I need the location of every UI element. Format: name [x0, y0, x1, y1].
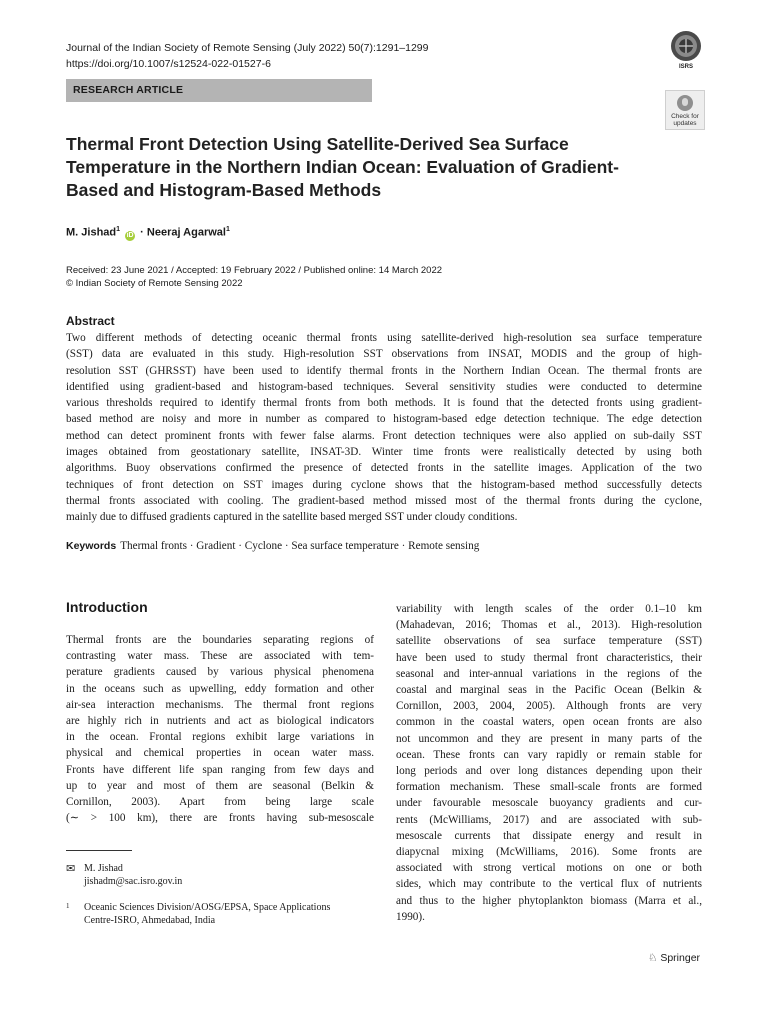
body-line: not uncommon and they are present in many parts of the [396, 732, 702, 745]
affiliation-line: Centre-ISRO, Ahmedabad, India [84, 915, 216, 926]
abstract-line: thermal fronts associated with cooling. The gradient-based method missed most of the thermal fronts during the cyclone, [66, 494, 702, 507]
body-line: up to year and most of them are seasonal (Belkin & [66, 779, 374, 792]
abstract-line: images obtained from geostationary satellite, INSAT-3D. Winter time fronts were realistically detected by using both [66, 446, 702, 459]
body-line: and thus to the higher phytoplankton biomass (Marra et al., [396, 894, 702, 907]
body-line: Cornillon, 2003, 2004, 2005). Although fronts are very [396, 700, 702, 713]
abstract-line: based method are noisy and more in number as compared to histogram-based edge detection technique. The edge detection [66, 413, 702, 426]
footnote-divider [66, 850, 132, 851]
check-updates-line2: updates [673, 120, 697, 127]
society-seal-logo [668, 30, 704, 70]
body-line: ocean. These fronts can vary rapidly or remain stable for [396, 748, 702, 761]
affiliation-line: Oceanic Sciences Division/AOSG/EPSA, Space Applications [84, 902, 331, 913]
seal-label: ISRS [678, 64, 694, 70]
doi-link[interactable]: https://doi.org/10.1007/s12524-022-01527-6 [66, 58, 271, 70]
affiliation-block [84, 901, 330, 927]
journal-citation: Journal of the Indian Society of Remote Sensing (July 2022) 50(7):1291–1299 [66, 42, 429, 54]
body-line: under favourable mesoscale buoyancy gradients and cur- [396, 797, 702, 810]
body-line: 1990). [396, 910, 425, 923]
abstract-line: identified using gradient-based and histogram-based techniques. Several sensitivity studies were conducted to determine [66, 380, 702, 393]
check-updates-icon [677, 95, 693, 111]
springer-horse-icon: ♘ [648, 952, 658, 964]
body-line: variability with length scales of the order 0.1–10 km [396, 603, 702, 615]
abstract-line: mainly due to diffused gradients captured in the satellite based merged SST under cloudy conditions. [66, 511, 518, 524]
publication-dates [66, 264, 442, 290]
abstract-line: techniques of front detection on SST images during cyclone shows that the histogram-based method successfully detects [66, 478, 702, 491]
keywords-label: Keywords [66, 540, 117, 552]
body-line: mesoscale currents that dissipate energy and result in [396, 829, 702, 842]
envelope-icon: ✉ [66, 863, 76, 875]
correspondence-name: M. Jishad [84, 863, 123, 874]
abstract-line: method can detect prominent fronts with fewer false alarms. Front detection techniques were also applied on sub-daily SST [66, 429, 702, 442]
body-line: air-sea interaction mechanisms. The thermal front regions [66, 698, 374, 711]
body-line: Fronts have different life span ranging from few days and [66, 763, 374, 776]
author-list [66, 226, 230, 241]
body-line: sides, which may contribute to the vertical flux of nutrients [396, 878, 702, 891]
body-line: (∼ > 100 km), there are fronts having sub-mesoscale [66, 812, 374, 825]
body-line: rents (McWilliams, 2017) and are associated with sub- [396, 813, 702, 826]
affiliation-number: 1 [66, 902, 70, 910]
body-line: perature gradients caused by various physical phenomena [66, 666, 374, 679]
keywords-list: Thermal fronts · Gradient · Cyclone · Sea surface temperature · Remote sensing [120, 540, 480, 552]
affiliation-marker: 1 [116, 226, 121, 233]
journal-header [66, 40, 428, 72]
affiliation-marker: 1 [225, 226, 230, 233]
body-line: are highly rich in nutrients and act as biological indicators [66, 715, 374, 728]
check-updates-line1: Check for [671, 113, 699, 120]
publisher-name: Springer [660, 952, 701, 964]
body-line: contrasting water mass. These are associated with tem- [66, 650, 374, 663]
author-name[interactable]: Neeraj Agarwal [146, 226, 226, 239]
correspondence-email[interactable]: jishadm@sac.isro.gov.in [84, 876, 183, 887]
body-line: in the oceans such as upwelling, eddy formation and other [66, 682, 374, 695]
abstract-line: (SST) data are evaluated in this study. High-resolution SST observations from INSAT, MODIS and the group of high- [66, 348, 702, 361]
copyright-line: © Indian Society of Remote Sensing 2022 [66, 278, 243, 289]
abstract-line: algorithms. Buoy observations confirmed the presence of detected fronts in the satellite images. Application of the two [66, 462, 702, 475]
body-line: coastal and marginal seas in the Pacific Ocean (Belkin & [396, 684, 702, 697]
body-line: (Mahadevan, 2016; Thomas et al., 2013). High-resolution [396, 619, 702, 632]
author-separator: · [140, 226, 144, 239]
body-line: seasonal and inter-annual variations in the regions of the [396, 667, 702, 680]
abstract-body [66, 330, 702, 526]
check-for-updates-button[interactable] [665, 90, 705, 130]
article-title: Thermal Front Detection Using Satellite-Derived Sea Surface Temperature in the Northern Indian Ocean: Evaluation of Gradient-Based and Histogram-Based Methods [66, 134, 619, 200]
abstract-line: resolution SST (GHRSST) have been used to identify thermal fronts in the Northern Indian Ocean. The thermal fronts are [66, 364, 702, 377]
abstract-line: Two different methods of detecting oceanic thermal fronts using satellite-derived high-resolution sea surface temperature [66, 332, 702, 344]
body-line: associated with strong vertical motions on one or both [396, 862, 702, 875]
body-line: satellite observations of sea surface temperature (SST) [396, 635, 702, 648]
left-column-text [66, 632, 374, 826]
author-name[interactable]: M. Jishad [66, 226, 117, 239]
body-line: formation mechanism. These small-scale fronts are formed [396, 781, 702, 794]
body-line: in the ocean. Frontal regions exhibit large variations in [66, 731, 374, 744]
orcid-icon[interactable]: iD [126, 231, 134, 239]
right-column-text [396, 601, 702, 925]
body-line: common in the coastal waters, open ocean fronts are also [396, 716, 702, 729]
article-type-label: RESEARCH ARTICLE [73, 84, 184, 96]
body-line: physical and chemical properties in ocean water mass. [66, 747, 374, 760]
body-line: Thermal fronts are the boundaries separating regions of [66, 634, 374, 646]
body-line: have been used to study thermal front characteristics, their [396, 651, 702, 664]
abstract-heading: Abstract [66, 314, 115, 328]
body-line: long periods and over long distances depending upon their [396, 765, 702, 778]
publisher-logo [648, 952, 700, 964]
correspondence-block [84, 862, 182, 888]
keywords [66, 540, 479, 552]
history-dates: Received: 23 June 2021 / Accepted: 19 February 2022 / Published online: 14 March 2022 [66, 265, 443, 276]
introduction-heading: Introduction [66, 599, 148, 615]
abstract-line: various thresholds required to identify thermal fronts from both methods. It is found that the detected fronts using gradient- [66, 397, 702, 410]
body-line: Cornillon, 2003). Apart from being large scale [66, 796, 374, 809]
body-line: diapycnal mixing (McWilliams, 2016). Some fronts are [396, 846, 702, 859]
article-type-badge [66, 79, 372, 102]
